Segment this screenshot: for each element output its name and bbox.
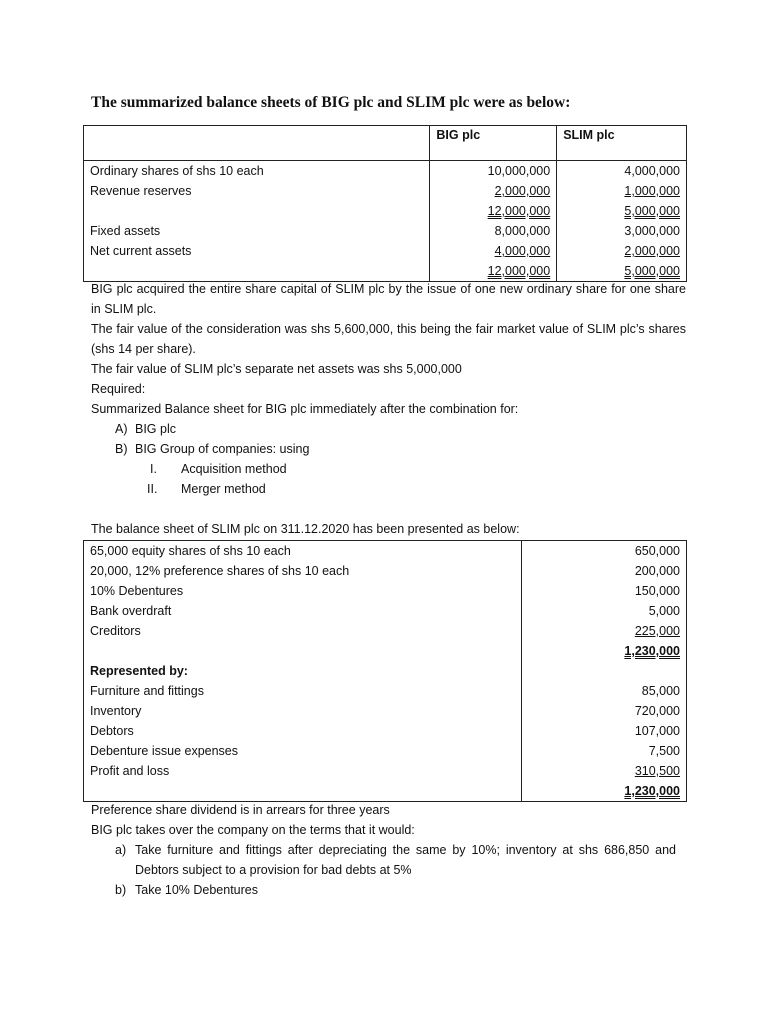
slim-value: 4,000,000 bbox=[557, 161, 687, 182]
row-value: 225,000 bbox=[634, 624, 680, 638]
list-marker: A) bbox=[115, 422, 128, 436]
table-row bbox=[84, 681, 687, 701]
header-slim-plc: SLIM plc bbox=[557, 126, 687, 161]
table2-intro: The balance sheet of SLIM plc on 311.12.2020 has been presented as below: bbox=[91, 522, 520, 536]
row-value: 5,000 bbox=[522, 601, 687, 621]
paragraph-fair-value-net-assets: The fair value of SLIM plc’s separate net assets was shs 5,000,000 bbox=[91, 362, 462, 376]
table-cell bbox=[522, 641, 687, 661]
paragraph-required: Required: bbox=[91, 382, 146, 396]
list-marker: b) bbox=[115, 883, 127, 897]
table-row bbox=[84, 781, 687, 802]
paragraph-takeover-terms: BIG plc takes over the company on the terms that it would: bbox=[91, 823, 415, 837]
row-label: Creditors bbox=[90, 624, 141, 638]
row-label: Revenue reserves bbox=[84, 181, 430, 201]
list-marker: I. bbox=[150, 462, 157, 476]
row-label: 20,000, 12% preference shares of shs 10 each bbox=[90, 564, 350, 578]
table-header-row bbox=[84, 126, 687, 161]
list-marker: a) bbox=[115, 843, 127, 857]
table-row bbox=[84, 541, 687, 562]
row-label: 10% Debentures bbox=[90, 584, 184, 598]
big-value: 2,000,000 bbox=[494, 184, 551, 198]
represented-by-heading: Represented by: bbox=[90, 664, 188, 678]
table-cell bbox=[522, 661, 687, 681]
row-value: 200,000 bbox=[522, 561, 687, 581]
table-row bbox=[84, 601, 687, 621]
table-row bbox=[84, 701, 687, 721]
table-cell bbox=[84, 641, 522, 661]
row-value: 310,500 bbox=[634, 764, 680, 778]
list-item: Acquisition method bbox=[181, 462, 287, 476]
header-big-plc: BIG plc bbox=[430, 126, 557, 161]
row-value: 150,000 bbox=[522, 581, 687, 601]
row-label: Net current assets bbox=[84, 241, 430, 261]
big-value: 10,000,000 bbox=[430, 161, 557, 182]
slim-value: 2,000,000 bbox=[624, 244, 680, 258]
table-row bbox=[84, 201, 687, 221]
row-label: Debenture issue expenses bbox=[90, 744, 239, 758]
row-value: 650,000 bbox=[522, 541, 687, 562]
slim-value: 3,000,000 bbox=[557, 221, 687, 241]
list-item: Take furniture and fittings after depreciating the same by 10%; inventory at shs 686,850 and Debtors subject to a provision for bad debts at 5% bbox=[135, 843, 676, 877]
row-label: Fixed assets bbox=[84, 221, 430, 241]
liabilities-total: 1,230,000 bbox=[624, 644, 680, 658]
paragraph-acquisition: BIG plc acquired the entire share capital of SLIM plc by the issue of one new ordinary share for one share in SLIM plc. bbox=[91, 282, 686, 316]
table-cell bbox=[522, 781, 687, 802]
row-label: Debtors bbox=[90, 724, 134, 738]
table-cell bbox=[557, 181, 687, 201]
table-cell bbox=[430, 181, 557, 201]
table-row bbox=[84, 621, 687, 641]
table-cell bbox=[430, 201, 557, 221]
row-value: 107,000 bbox=[522, 721, 687, 741]
paragraph-summarized: Summarized Balance sheet for BIG plc immediately after the combination for: bbox=[91, 402, 519, 416]
slim-total: 5,000,000 bbox=[624, 264, 680, 278]
slim-balance-sheet-table bbox=[83, 540, 687, 802]
big-value: 8,000,000 bbox=[430, 221, 557, 241]
table-row bbox=[84, 721, 687, 741]
table-row bbox=[84, 661, 687, 681]
list-item: BIG plc bbox=[135, 422, 176, 436]
table-cell bbox=[522, 761, 687, 781]
table-cell bbox=[430, 241, 557, 261]
big-total: 12,000,000 bbox=[487, 204, 551, 218]
table-row bbox=[84, 761, 687, 781]
table-row bbox=[84, 641, 687, 661]
row-label: Profit and loss bbox=[90, 764, 170, 778]
table-row bbox=[84, 581, 687, 601]
paragraph-dividend-arrears: Preference share dividend is in arrears for three years bbox=[91, 803, 390, 817]
assets-total: 1,230,000 bbox=[624, 784, 680, 798]
list-marker: B) bbox=[115, 442, 128, 456]
table-cell bbox=[522, 621, 687, 641]
table-cell bbox=[84, 781, 522, 802]
slim-value: 1,000,000 bbox=[624, 184, 680, 198]
big-total: 12,000,000 bbox=[487, 264, 551, 278]
row-label: 65,000 equity shares of shs 10 each bbox=[90, 544, 291, 558]
row-value: 7,500 bbox=[522, 741, 687, 761]
table-cell bbox=[557, 201, 687, 221]
summarized-balance-sheets-table bbox=[83, 125, 687, 282]
paragraph-fair-value-consideration: The fair value of the consideration was shs 5,600,000, this being the fair market value of SLIM plc’s shares (shs 14 per share). bbox=[91, 322, 686, 356]
row-value: 720,000 bbox=[522, 701, 687, 721]
list-item: BIG Group of companies: using bbox=[135, 442, 310, 456]
row-label: Bank overdraft bbox=[90, 604, 172, 618]
row-label: Inventory bbox=[90, 704, 142, 718]
table-row bbox=[84, 741, 687, 761]
table-row bbox=[84, 161, 687, 182]
row-label: Ordinary shares of shs 10 each bbox=[84, 161, 430, 182]
table-cell bbox=[557, 241, 687, 261]
slim-total: 5,000,000 bbox=[624, 204, 680, 218]
list-marker: II. bbox=[147, 482, 158, 496]
document-title: The summarized balance sheets of BIG plc and SLIM plc were as below: bbox=[91, 94, 571, 111]
list-item: Merger method bbox=[181, 482, 266, 496]
list-item: Take 10% Debentures bbox=[135, 883, 258, 897]
table-row bbox=[84, 181, 687, 201]
header-blank bbox=[84, 126, 430, 161]
table-row bbox=[84, 241, 687, 261]
table-row bbox=[84, 221, 687, 241]
row-value: 85,000 bbox=[522, 681, 687, 701]
table-row bbox=[84, 561, 687, 581]
row-label: Furniture and fittings bbox=[90, 684, 204, 698]
row-label bbox=[84, 201, 430, 221]
big-value: 4,000,000 bbox=[494, 244, 551, 258]
